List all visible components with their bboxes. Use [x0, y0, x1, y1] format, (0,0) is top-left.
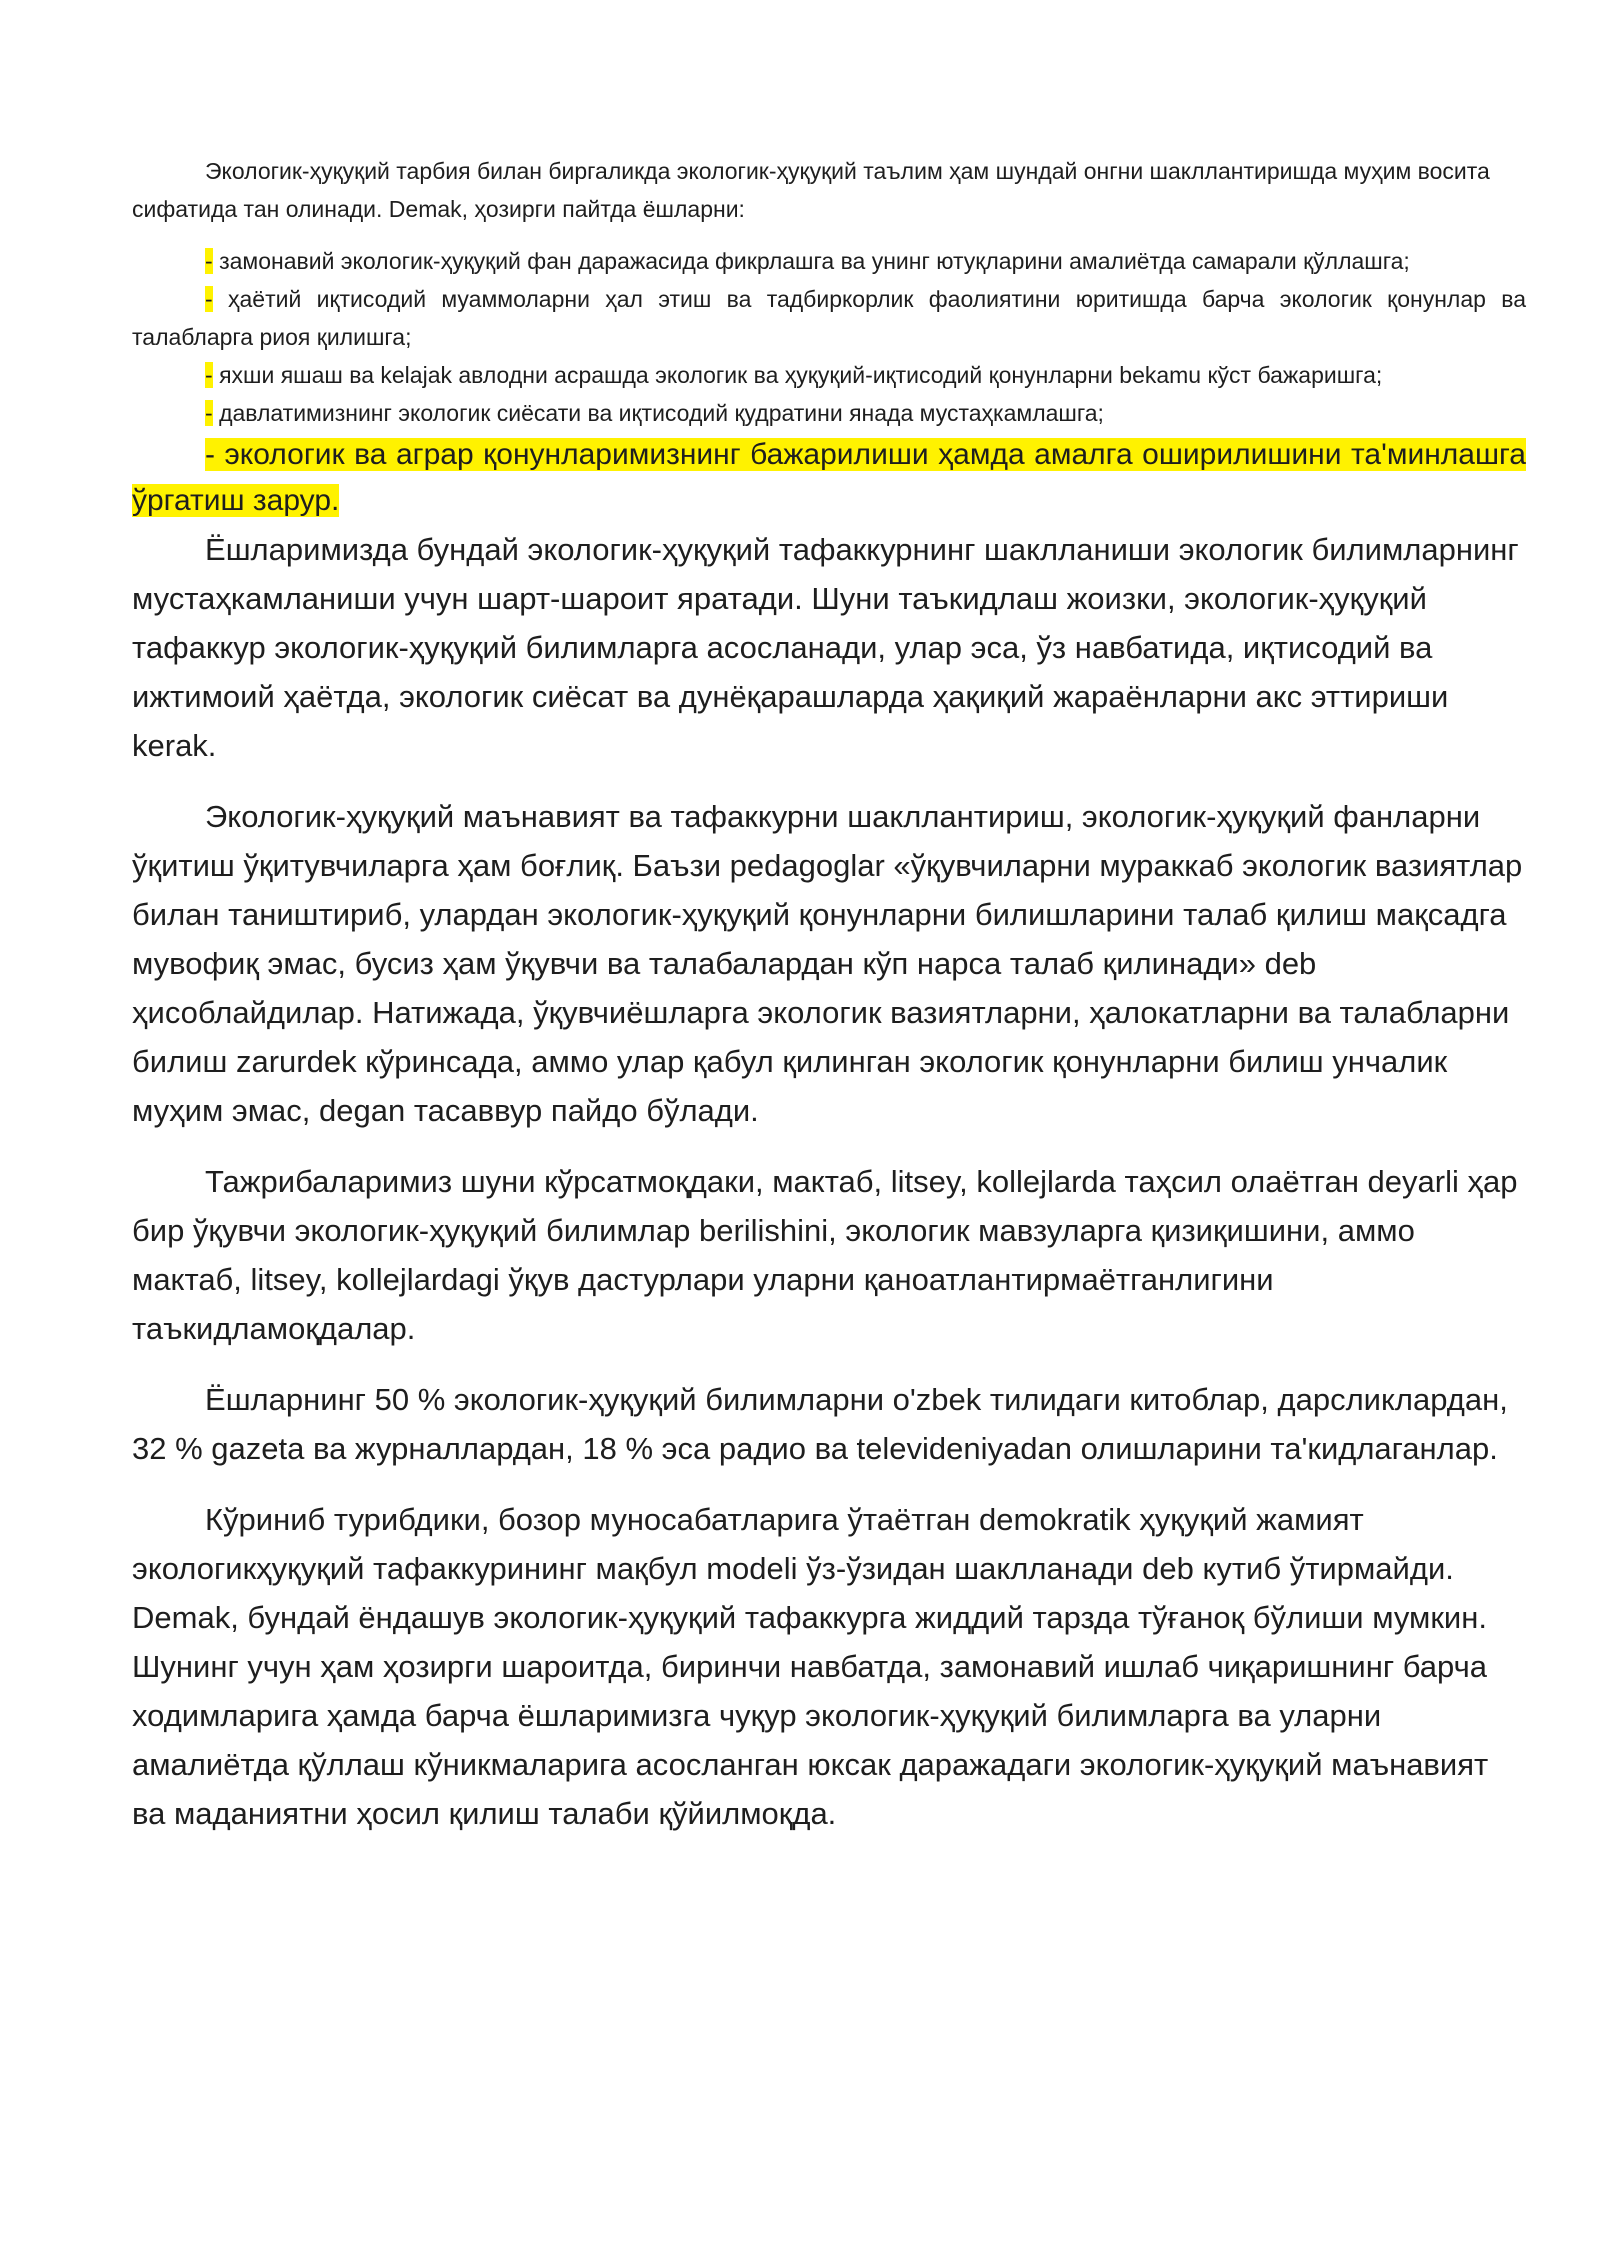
body-paragraph: Кўриниб турибдики, бозор муносабатларига ўтаётган demokratik ҳуқуқий жамият экологикҳуқуқий тафаккурининг мақбул modeli ўз-ўзидан шаклланади deb кутиб ўтирмайди. Demak, бундай ёндашув экологик-ҳуқуқий тафаккурга жиддий тарзда тўғаноқ бўлиши мумкин. Шунинг учун ҳам ҳозирги шароитда, биринчи навбатда, замонавий ишлаб чиқаришнинг барча ходимларига ҳамда барча ёшларимизга чуқур экологик-ҳуқуқий билимларга ва уларни амалиётда қўллаш кўникмаларига асосланган юксак даражадаги экологик-ҳуқуқий маънавият ва маданиятни ҳосил қилиш талаби қўйилмоқда. [132, 1502, 1489, 1831]
body-paragraph: Тажрибаларимиз шуни кўрсатмоқдаки, мактаб, litsey, kollejlarda таҳсил олаётган deyarli ҳар бир ўқувчи экологик-ҳуқуқий билимлар berilishini, экологик мавзуларга қизиқишини, аммо мактаб, litsey, kollejlardagi ўқув дастурлари уларни қаноатлантирмаётганлигини таъкидламоқдалар. [132, 1164, 1518, 1346]
goals-list [132, 242, 1526, 524]
intro-paragraph: Экологик-ҳуқуқий тарбия билан биргаликда экологик-ҳуқуқий таълим ҳам шундай онгни шакллантиришда муҳим восита сифатида тан олинади. Demak, ҳозирги пайтда ёшларни: [132, 158, 1490, 222]
list-item-text: ҳаётий иқтисодий муаммоларни ҳал этиш ва тадбиркорлик фаолиятини юритишда барча экологик қонунлар ва талабларга риоя қилишга; [132, 286, 1526, 350]
list-item-text: яхши яшаш ва kelajak авлодни асрашда экологик ва ҳуқуқий-иқтисодий қонунларни bekamu кўст бажаришга; [219, 362, 1383, 388]
list-dash-marker: - [205, 362, 213, 388]
list-item-text: давлатимизнинг экологик сиёсати ва иқтисодий қудратини янада мустаҳкамлашга; [219, 400, 1104, 426]
list-item [132, 356, 1526, 394]
list-item-text: замонавий экологик-ҳуқуқий фан даражасида фикрлашга ва унинг ютуқларини амалиётда самарали қўллашга; [219, 248, 1410, 274]
list-item [132, 242, 1526, 280]
highlighted-list-item [132, 432, 1526, 524]
document-body [132, 152, 1526, 1860]
highlighted-text: - экологик ва аграр қонунларимизнинг бажарилиши ҳамда амалга оширилишини та'минлашга ўргатиш зарур. [132, 438, 1526, 517]
body-paragraph: Ёшларимизда бундай экологик-ҳуқуқий тафаккурнинг шаклланиши экологик билимларнинг мустаҳкамланиши учун шарт-шароит яратади. Шуни таъкидлаш жоизки, экологик-ҳуқуқий тафаккур экологик-ҳуқуқий билимларга асосланади, улар эса, ўз навбатида, иқтисодий ва ижтимоий ҳаётда, экологик сиёсат ва дунёқарашларда ҳақиқий жараёнларни акс эттириши kerak. [132, 532, 1519, 763]
body-paragraph: Ёшларнинг 50 % экологик-ҳуқуқий билимларни o'zbek тилидаги китоблар, дарсликлардан, 32 % gazeta ва журналлардан, 18 % эса радио ва televideniyadan олишларини та'кидлаганлар. [132, 1382, 1508, 1466]
list-item [132, 394, 1526, 432]
body-paragraph: Экологик-ҳуқуқий маънавият ва тафаккурни шакллантириш, экологик-ҳуқуқий фанларни ўқитиш ўқитувчиларга ҳам боғлиқ. Баъзи pedagoglar «ўқувчиларни мураккаб экологик вазиятлар билан таништириб, улардан экологик-ҳуқуқий қонунларни билишларини талаб қилиш мақсадга мувофиқ эмас, бусиз ҳам ўқувчи ва талабалардан кўп нарса талаб қилинади» deb ҳисоблайдилар. Натижада, ўқувчиёшларга экологик вазиятларни, ҳалокатларни ва талабларни билиш zarurdek кўринсада, аммо улар қабул қилинган экологик қонунларни билиш унчалик муҳим эмас, degan тасаввур пайдо бўлади. [132, 799, 1523, 1128]
list-item [132, 280, 1526, 356]
list-dash-marker: - [205, 400, 213, 426]
list-dash-marker: - [205, 286, 213, 312]
list-dash-marker: - [205, 248, 213, 274]
